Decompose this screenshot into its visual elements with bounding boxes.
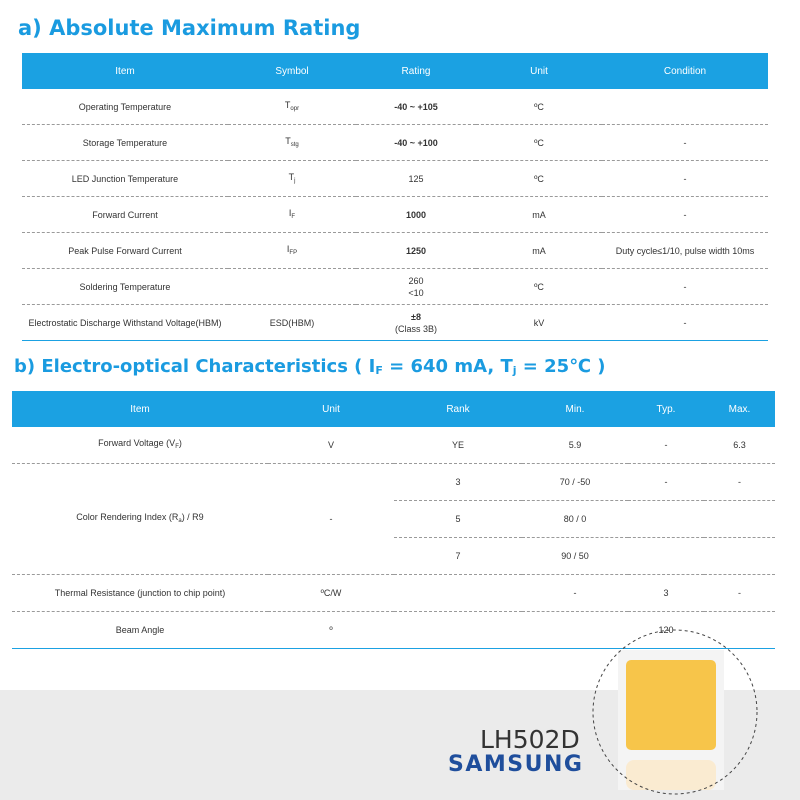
rank-cell: 3 (394, 464, 522, 501)
condition-cell: - (602, 269, 768, 305)
max-cell (704, 538, 775, 575)
max-cell: - (704, 575, 775, 612)
condition-cell: Duty cycle≤1/10, pulse width 10ms (602, 233, 768, 269)
item-cell: Forward Current (22, 197, 228, 233)
table-row (12, 575, 775, 612)
header-condition: Condition (602, 53, 768, 89)
item-cell: Color Rendering Index $(R_a) / R9$ (12, 464, 268, 575)
table-row (22, 197, 768, 233)
symbol-text: I (288, 207, 292, 218)
rating-line-1: ±8 (411, 311, 421, 322)
rank-cell (394, 575, 522, 612)
header-rating: Rating (356, 53, 476, 89)
item-cell: Operating Temperature (22, 89, 228, 125)
item-cell: Soldering Temperature (22, 269, 228, 305)
section-b-title: b) Electro-optical Characteristics ( $I_F = 640$ mA, $T_j$ = 25℃ ) (14, 356, 606, 377)
rating-line-2: (Class 3B) (394, 323, 437, 334)
rating-cell: 125 (356, 161, 476, 197)
min-cell: 5.9 (522, 427, 628, 464)
symbol-cell (228, 233, 356, 269)
header-rank: Rank (394, 391, 522, 427)
model-name: LH502D (480, 725, 580, 754)
unit-cell: ºC (476, 89, 602, 125)
rank-cell: 5 (394, 501, 522, 538)
condition-cell: - (602, 125, 768, 161)
brand-logo: SAMSUNG (448, 752, 584, 777)
symbol-text: T (288, 171, 295, 182)
rating-cell: 1250 (356, 233, 476, 269)
symbol-subscript: FP (289, 249, 298, 256)
header-item: Item (12, 391, 268, 427)
rating-line-2: <10 (408, 287, 424, 298)
min-cell: 70 / -50 (522, 464, 628, 501)
typ-cell (628, 538, 704, 575)
led-reflection (626, 760, 716, 790)
rating-cell (356, 269, 476, 305)
min-cell: 90 / 50 (522, 538, 628, 575)
symbol-cell (228, 125, 356, 161)
table-row (22, 89, 768, 125)
condition-cell (602, 89, 768, 125)
max-cell: - (704, 464, 775, 501)
item-cell: Beam Angle (12, 612, 268, 649)
rating-cell: 1000 (356, 197, 476, 233)
symbol-cell (228, 89, 356, 125)
rank-cell (394, 612, 522, 649)
section-a-title: a) Absolute Maximum Rating (18, 16, 361, 40)
unit-cell: kV (476, 305, 602, 341)
header-typ: Typ. (628, 391, 704, 427)
header-item: Item (22, 53, 228, 89)
table-header-row (22, 53, 768, 89)
typ-cell: - (628, 464, 704, 501)
symbol-subscript: j (294, 177, 296, 184)
table-row (12, 464, 775, 501)
typ-cell: 3 (628, 575, 704, 612)
unit-cell: ºC/W (268, 575, 394, 612)
rank-cell: YE (394, 427, 522, 464)
symbol-cell (228, 197, 356, 233)
symbol-text: T (284, 99, 291, 110)
table-row (22, 233, 768, 269)
unit-cell: ºC (476, 161, 602, 197)
item-cell: Peak Pulse Forward Current (22, 233, 228, 269)
max-cell (704, 501, 775, 538)
table-row (22, 161, 768, 197)
min-cell: - (522, 575, 628, 612)
typ-cell: - (628, 427, 704, 464)
condition-cell: - (602, 197, 768, 233)
table-row (12, 427, 775, 464)
min-cell: 80 / 0 (522, 501, 628, 538)
table-row (22, 269, 768, 305)
table-row (22, 305, 768, 341)
symbol-subscript: opr (290, 105, 300, 112)
symbol-text: T (285, 135, 291, 146)
typ-cell: 120 (628, 612, 704, 649)
unit-cell: mA (476, 233, 602, 269)
item-cell: Forward Voltage $(V_F)$ (12, 427, 268, 464)
table-header-row (12, 391, 775, 427)
condition-cell: - (602, 305, 768, 341)
header-max: Max. (704, 391, 775, 427)
unit-cell: V (268, 427, 394, 464)
symbol-cell (228, 269, 356, 305)
electro-optical-table (12, 391, 775, 649)
led-chip-image (590, 628, 760, 800)
symbol-cell: ESD(HBM) (228, 305, 356, 341)
header-symbol: Symbol (228, 53, 356, 89)
led-phosphor (626, 660, 716, 750)
unit-cell: º (268, 612, 394, 649)
item-cell: LED Junction Temperature (22, 161, 228, 197)
header-unit: Unit (476, 53, 602, 89)
unit-cell: mA (476, 197, 602, 233)
unit-cell: ºC (476, 125, 602, 161)
unit-cell: - (268, 464, 394, 575)
table-row (22, 125, 768, 161)
typ-cell (628, 501, 704, 538)
item-cell: Storage Temperature (22, 125, 228, 161)
symbol-text: I (286, 243, 290, 254)
symbol-cell (228, 161, 356, 197)
rating-cell (356, 305, 476, 341)
header-unit: Unit (268, 391, 394, 427)
unit-cell: ºC (476, 269, 602, 305)
rating-cell: -40 ~ +105 (356, 89, 476, 125)
condition-cell: - (602, 161, 768, 197)
symbol-subscript: stg (290, 141, 299, 148)
symbol-subscript: F (291, 213, 296, 220)
absolute-maximum-rating-table (22, 53, 768, 341)
max-cell: 6.3 (704, 427, 775, 464)
header-min: Min. (522, 391, 628, 427)
item-cell: Thermal Resistance (junction to chip point) (12, 575, 268, 612)
rating-cell: -40 ~ +100 (356, 125, 476, 161)
item-cell: Electrostatic Discharge Withstand Voltage(HBM) (22, 305, 228, 341)
rank-cell: 7 (394, 538, 522, 575)
rating-line-1: 260 (408, 275, 424, 286)
